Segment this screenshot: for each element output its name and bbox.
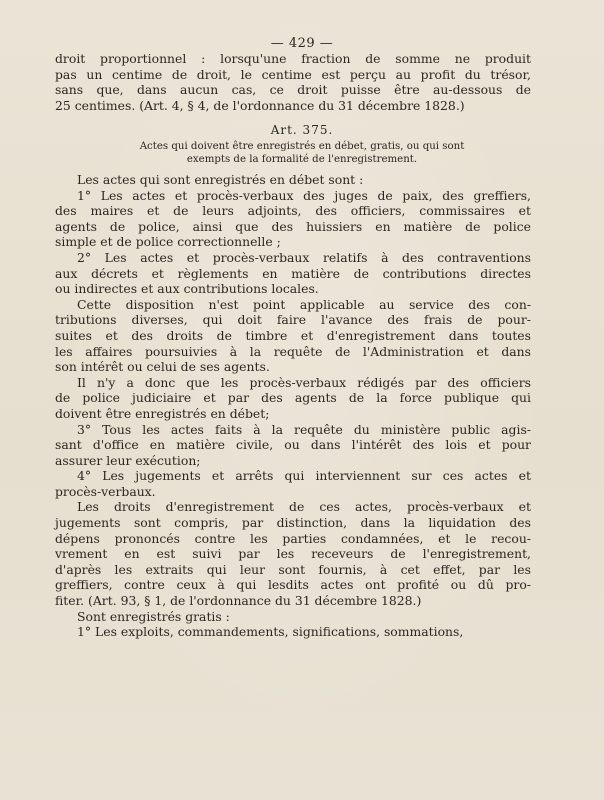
text-line: des maires et de leurs adjoints, des officiers, commissaires et xyxy=(55,203,531,219)
continued-paragraph xyxy=(55,51,531,113)
text-line: assurer leur exécution; xyxy=(55,452,201,468)
text-line: suites et des droits de timbre et d'enregistrement dans toutes xyxy=(55,327,531,343)
text-line: greffiers, contre ceux à qui lesdits actes ont profité ou dû pro- xyxy=(55,577,531,593)
text-line: de police judiciaire et par des agents de la force publique qui xyxy=(55,390,531,406)
text-line: 4° Les jugements et arrêts qui interviennent sur ces actes et xyxy=(77,468,531,484)
text-line: simple et de police correctionnelle ; xyxy=(55,234,281,250)
text-line: 25 centimes. (Art. 4, § 4, de l'ordonnance du 31 décembre 1828.) xyxy=(55,97,465,113)
text-line: vrement en est suivi par les receveurs de l'enregistrement, xyxy=(55,546,531,562)
text-line: 3° Tous les actes faits à la requête du ministère public agis- xyxy=(77,421,531,437)
article-body xyxy=(55,172,531,640)
text-line: 1° Les exploits, commandements, significations, sommations, xyxy=(77,624,464,640)
text-line: d'après les extraits qui leur sont fournis, à cet effet, par les xyxy=(55,561,531,577)
text-line: Les droits d'enregistrement de ces actes, procès-verbaux et xyxy=(77,499,531,515)
text-line: droit proportionnel : lorsqu'une fraction de somme ne produit xyxy=(55,51,531,66)
text-line: doivent être enregistrés en débet; xyxy=(55,405,270,421)
text-line: sant d'office en matière civile, ou dans l'intérêt des lois et pour xyxy=(55,437,531,453)
text-line: Sont enregistrés gratis : xyxy=(77,608,230,624)
article-heading: Art. 375. xyxy=(270,123,334,137)
text-line: dépens prononcés contre les parties condamnées, et le recou- xyxy=(55,530,531,546)
text-line: tributions diverses, qui doit faire l'avance des frais de pour- xyxy=(55,312,531,328)
text-line: Cette disposition n'est point applicable au service des con- xyxy=(77,296,531,312)
text-line: aux décrets et règlements en matière de contributions directes xyxy=(55,265,531,281)
text-line: jugements sont compris, par distinction, dans la liquidation des xyxy=(55,515,531,531)
article-subtitle xyxy=(0,140,604,166)
text-line: les affaires poursuivies à la requête de l'Administration et dans xyxy=(55,343,531,359)
text-line: agents de police, ainsi que des huissiers en matière de police xyxy=(55,218,531,234)
text-line: Il n'y a donc que les procès-verbaux rédigés par des officiers xyxy=(77,374,531,390)
text-line: son intérêt ou celui de ses agents. xyxy=(55,359,270,375)
text-line: 1° Les actes et procès-verbaux des juges de paix, des greffiers, xyxy=(77,187,531,203)
text-line: Les actes qui sont enregistrés en débet sont : xyxy=(77,172,364,187)
text-line: ou indirectes et aux contributions locales. xyxy=(55,281,319,297)
text-line: fiter. (Art. 93, § 1, de l'ordonnance du 31 décembre 1828.) xyxy=(55,593,422,609)
text-line: procès-verbaux. xyxy=(55,483,156,499)
subtitle-line: Actes qui doivent être enregistrés en débet, gratis, ou qui sont xyxy=(139,141,465,152)
text-line: 2° Les actes et procès-verbaux relatifs à des contraventions xyxy=(77,249,531,265)
text-line: sans que, dans aucun cas, ce droit puisse être au-dessous de xyxy=(55,82,531,98)
subtitle-line: exempts de la formalité de l'enregistrement. xyxy=(186,154,418,165)
text-line: pas un centime de droit, le centime est perçu au profit du trésor, xyxy=(55,66,531,82)
page-number: — 429 — xyxy=(270,36,334,51)
